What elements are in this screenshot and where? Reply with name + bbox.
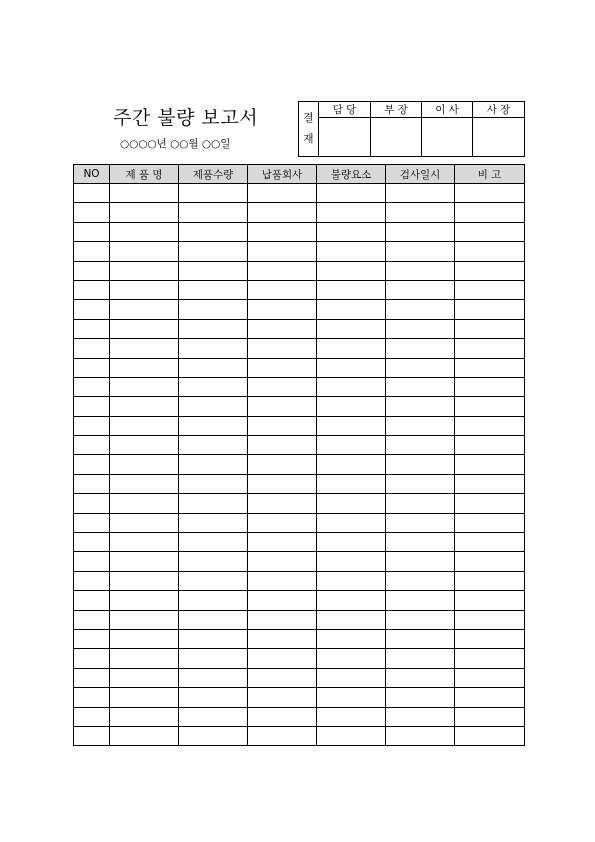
cell-remarks[interactable] — [455, 688, 525, 707]
cell-product-name[interactable] — [110, 688, 179, 707]
cell-supplier[interactable] — [248, 377, 317, 396]
cell-inspection-date[interactable] — [386, 688, 455, 707]
approval-sign-president[interactable] — [473, 118, 525, 157]
cell-product-quantity[interactable] — [179, 339, 248, 358]
table-row — [74, 377, 525, 396]
cell-supplier[interactable] — [248, 280, 317, 299]
cell-product-name[interactable] — [110, 280, 179, 299]
table-row — [74, 397, 525, 416]
cell-product-quantity[interactable] — [179, 591, 248, 610]
cell-supplier[interactable] — [248, 397, 317, 416]
cell-remarks[interactable] — [455, 436, 525, 455]
table-row — [74, 629, 525, 648]
table-row — [74, 222, 525, 241]
cell-supplier[interactable] — [248, 436, 317, 455]
cell-defect-factor[interactable] — [317, 688, 386, 707]
cell-remarks[interactable] — [455, 571, 525, 590]
table-row — [74, 358, 525, 377]
cell-product-quantity[interactable] — [179, 242, 248, 261]
cell-product-quantity[interactable] — [179, 688, 248, 707]
cell-inspection-date[interactable] — [386, 222, 455, 241]
cell-no[interactable] — [74, 280, 110, 299]
cell-product-quantity[interactable] — [179, 280, 248, 299]
table-row — [74, 494, 525, 513]
cell-product-name[interactable] — [110, 358, 179, 377]
cell-defect-factor[interactable] — [317, 397, 386, 416]
approval-sign-staff[interactable] — [319, 118, 371, 157]
cell-defect-factor[interactable] — [317, 222, 386, 241]
cell-inspection-date[interactable] — [386, 629, 455, 648]
header-supplier: 납품회사 — [248, 165, 317, 184]
cell-supplier[interactable] — [248, 319, 317, 338]
table-row — [74, 533, 525, 552]
approval-label-char: 결 — [303, 112, 314, 124]
cell-supplier[interactable] — [248, 203, 317, 222]
cell-no[interactable] — [74, 455, 110, 474]
cell-remarks[interactable] — [455, 552, 525, 571]
table-row — [74, 436, 525, 455]
cell-inspection-date[interactable] — [386, 358, 455, 377]
cell-no[interactable] — [74, 319, 110, 338]
cell-product-quantity[interactable] — [179, 261, 248, 280]
cell-inspection-date[interactable] — [386, 455, 455, 474]
cell-inspection-date[interactable] — [386, 474, 455, 493]
cell-defect-factor[interactable] — [317, 533, 386, 552]
cell-product-name[interactable] — [110, 649, 179, 668]
cell-product-name[interactable] — [110, 416, 179, 435]
cell-product-quantity[interactable] — [179, 184, 248, 203]
cell-product-name[interactable] — [110, 300, 179, 319]
table-row — [74, 300, 525, 319]
cell-product-name[interactable] — [110, 222, 179, 241]
cell-product-name[interactable] — [110, 571, 179, 590]
cell-supplier[interactable] — [248, 222, 317, 241]
cell-inspection-date[interactable] — [386, 300, 455, 319]
table-row — [74, 416, 525, 435]
cell-defect-factor[interactable] — [317, 300, 386, 319]
cell-no[interactable] — [74, 358, 110, 377]
cell-supplier[interactable] — [248, 261, 317, 280]
cell-product-quantity[interactable] — [179, 494, 248, 513]
cell-supplier[interactable] — [248, 455, 317, 474]
cell-no[interactable] — [74, 591, 110, 610]
cell-supplier[interactable] — [248, 184, 317, 203]
cell-no[interactable] — [74, 629, 110, 648]
cell-product-name[interactable] — [110, 610, 179, 629]
cell-inspection-date[interactable] — [386, 319, 455, 338]
cell-defect-factor[interactable] — [317, 455, 386, 474]
cell-remarks[interactable] — [455, 377, 525, 396]
table-row — [74, 707, 525, 726]
cell-defect-factor[interactable] — [317, 416, 386, 435]
cell-product-name[interactable] — [110, 707, 179, 726]
table-row — [74, 552, 525, 571]
cell-product-quantity[interactable] — [179, 358, 248, 377]
cell-supplier[interactable] — [248, 649, 317, 668]
cell-inspection-date[interactable] — [386, 571, 455, 590]
cell-inspection-date[interactable] — [386, 339, 455, 358]
cell-remarks[interactable] — [455, 358, 525, 377]
cell-product-name[interactable] — [110, 436, 179, 455]
cell-product-name[interactable] — [110, 397, 179, 416]
defect-report-table — [73, 164, 525, 746]
cell-supplier[interactable] — [248, 300, 317, 319]
approval-label — [299, 102, 319, 157]
cell-product-name[interactable] — [110, 591, 179, 610]
cell-defect-factor[interactable] — [317, 377, 386, 396]
cell-product-quantity[interactable] — [179, 726, 248, 745]
cell-remarks[interactable] — [455, 649, 525, 668]
cell-product-name[interactable] — [110, 261, 179, 280]
cell-supplier[interactable] — [248, 474, 317, 493]
cell-supplier[interactable] — [248, 591, 317, 610]
table-row — [74, 339, 525, 358]
cell-product-name[interactable] — [110, 668, 179, 687]
cell-supplier[interactable] — [248, 552, 317, 571]
cell-no[interactable] — [74, 494, 110, 513]
cell-no[interactable] — [74, 377, 110, 396]
table-row — [74, 688, 525, 707]
cell-product-name[interactable] — [110, 339, 179, 358]
cell-remarks[interactable] — [455, 533, 525, 552]
cell-supplier[interactable] — [248, 726, 317, 745]
cell-no[interactable] — [74, 707, 110, 726]
cell-no[interactable] — [74, 300, 110, 319]
cell-product-quantity[interactable] — [179, 455, 248, 474]
cell-product-quantity[interactable] — [179, 474, 248, 493]
cell-inspection-date[interactable] — [386, 707, 455, 726]
approval-role-director: 이 사 — [422, 102, 473, 118]
approval-role-staff: 담 당 — [319, 102, 371, 118]
cell-defect-factor[interactable] — [317, 649, 386, 668]
cell-inspection-date[interactable] — [386, 184, 455, 203]
cell-inspection-date[interactable] — [386, 591, 455, 610]
cell-defect-factor[interactable] — [317, 339, 386, 358]
header-inspection-date: 검사일시 — [386, 165, 455, 184]
cell-inspection-date[interactable] — [386, 280, 455, 299]
cell-defect-factor[interactable] — [317, 261, 386, 280]
cell-supplier[interactable] — [248, 610, 317, 629]
cell-no[interactable] — [74, 222, 110, 241]
cell-product-quantity[interactable] — [179, 707, 248, 726]
cell-remarks[interactable] — [455, 242, 525, 261]
cell-supplier[interactable] — [248, 242, 317, 261]
table-row — [74, 649, 525, 668]
cell-product-name[interactable] — [110, 552, 179, 571]
cell-product-quantity[interactable] — [179, 513, 248, 532]
cell-defect-factor[interactable] — [317, 513, 386, 532]
cell-no[interactable] — [74, 668, 110, 687]
cell-product-name[interactable] — [110, 726, 179, 745]
cell-product-name[interactable] — [110, 533, 179, 552]
cell-product-quantity[interactable] — [179, 533, 248, 552]
cell-inspection-date[interactable] — [386, 416, 455, 435]
cell-product-quantity[interactable] — [179, 416, 248, 435]
cell-inspection-date[interactable] — [386, 649, 455, 668]
cell-remarks[interactable] — [455, 455, 525, 474]
cell-no[interactable] — [74, 203, 110, 222]
cell-defect-factor[interactable] — [317, 571, 386, 590]
cell-no[interactable] — [74, 184, 110, 203]
cell-inspection-date[interactable] — [386, 242, 455, 261]
cell-remarks[interactable] — [455, 300, 525, 319]
cell-remarks[interactable] — [455, 474, 525, 493]
cell-defect-factor[interactable] — [317, 203, 386, 222]
cell-inspection-date[interactable] — [386, 494, 455, 513]
cell-supplier[interactable] — [248, 513, 317, 532]
cell-product-quantity[interactable] — [179, 397, 248, 416]
header-product-name: 제 품 명 — [110, 165, 179, 184]
cell-remarks[interactable] — [455, 222, 525, 241]
cell-product-quantity[interactable] — [179, 571, 248, 590]
table-row — [74, 280, 525, 299]
cell-no[interactable] — [74, 261, 110, 280]
header-remarks: 비 고 — [455, 165, 525, 184]
cell-no[interactable] — [74, 649, 110, 668]
cell-no[interactable] — [74, 242, 110, 261]
cell-no[interactable] — [74, 610, 110, 629]
cell-product-name[interactable] — [110, 629, 179, 648]
cell-product-name[interactable] — [110, 319, 179, 338]
table-row — [74, 726, 525, 745]
table-row — [74, 474, 525, 493]
cell-product-quantity[interactable] — [179, 552, 248, 571]
cell-supplier[interactable] — [248, 688, 317, 707]
cell-no[interactable] — [74, 416, 110, 435]
cell-supplier[interactable] — [248, 668, 317, 687]
table-row — [74, 455, 525, 474]
cell-product-name[interactable] — [110, 242, 179, 261]
report-title: 주간 불량 보고서 — [113, 107, 259, 129]
cell-product-quantity[interactable] — [179, 300, 248, 319]
cell-defect-factor[interactable] — [317, 474, 386, 493]
approval-label-char: 재 — [303, 133, 314, 145]
cell-no[interactable] — [74, 339, 110, 358]
cell-defect-factor[interactable] — [317, 668, 386, 687]
cell-remarks[interactable] — [455, 397, 525, 416]
cell-remarks[interactable] — [455, 416, 525, 435]
header-defect-factor: 불량요소 — [317, 165, 386, 184]
cell-inspection-date[interactable] — [386, 533, 455, 552]
cell-no[interactable] — [74, 474, 110, 493]
approval-sign-director[interactable] — [422, 118, 473, 157]
cell-defect-factor[interactable] — [317, 591, 386, 610]
cell-product-name[interactable] — [110, 184, 179, 203]
table-header-row — [74, 165, 525, 184]
cell-product-name[interactable] — [110, 203, 179, 222]
cell-supplier[interactable] — [248, 707, 317, 726]
cell-defect-factor[interactable] — [317, 494, 386, 513]
cell-supplier[interactable] — [248, 494, 317, 513]
cell-product-quantity[interactable] — [179, 319, 248, 338]
cell-product-name[interactable] — [110, 494, 179, 513]
cell-defect-factor[interactable] — [317, 726, 386, 745]
cell-remarks[interactable] — [455, 591, 525, 610]
header-product-quantity: 제품수량 — [179, 165, 248, 184]
cell-inspection-date[interactable] — [386, 377, 455, 396]
table-row — [74, 513, 525, 532]
approval-role-manager: 부 장 — [371, 102, 422, 118]
cell-supplier[interactable] — [248, 358, 317, 377]
table-row — [74, 571, 525, 590]
cell-supplier[interactable] — [248, 416, 317, 435]
header-no: NO — [74, 165, 110, 184]
report-date: ○○○○년 ○○월 ○○일 — [120, 138, 231, 150]
cell-supplier[interactable] — [248, 533, 317, 552]
cell-no[interactable] — [74, 726, 110, 745]
cell-no[interactable] — [74, 688, 110, 707]
cell-product-quantity[interactable] — [179, 610, 248, 629]
cell-defect-factor[interactable] — [317, 610, 386, 629]
cell-inspection-date[interactable] — [386, 436, 455, 455]
cell-supplier[interactable] — [248, 571, 317, 590]
cell-remarks[interactable] — [455, 184, 525, 203]
cell-remarks[interactable] — [455, 629, 525, 648]
cell-product-quantity[interactable] — [179, 649, 248, 668]
cell-defect-factor[interactable] — [317, 629, 386, 648]
cell-defect-factor[interactable] — [317, 242, 386, 261]
cell-defect-factor[interactable] — [317, 358, 386, 377]
table-row — [74, 242, 525, 261]
cell-defect-factor[interactable] — [317, 436, 386, 455]
cell-remarks[interactable] — [455, 203, 525, 222]
cell-remarks[interactable] — [455, 339, 525, 358]
cell-defect-factor[interactable] — [317, 552, 386, 571]
cell-product-quantity[interactable] — [179, 377, 248, 396]
cell-supplier[interactable] — [248, 629, 317, 648]
cell-product-name[interactable] — [110, 455, 179, 474]
approval-sign-manager[interactable] — [371, 118, 422, 157]
cell-remarks[interactable] — [455, 261, 525, 280]
cell-inspection-date[interactable] — [386, 261, 455, 280]
approval-box — [298, 101, 525, 157]
cell-defect-factor[interactable] — [317, 184, 386, 203]
cell-remarks[interactable] — [455, 319, 525, 338]
cell-defect-factor[interactable] — [317, 319, 386, 338]
cell-no[interactable] — [74, 571, 110, 590]
cell-inspection-date[interactable] — [386, 726, 455, 745]
cell-inspection-date[interactable] — [386, 610, 455, 629]
cell-no[interactable] — [74, 533, 110, 552]
cell-no[interactable] — [74, 436, 110, 455]
cell-no[interactable] — [74, 513, 110, 532]
table-row — [74, 184, 525, 203]
cell-remarks[interactable] — [455, 726, 525, 745]
cell-product-quantity[interactable] — [179, 668, 248, 687]
table-row — [74, 203, 525, 222]
cell-remarks[interactable] — [455, 610, 525, 629]
cell-defect-factor[interactable] — [317, 707, 386, 726]
cell-no[interactable] — [74, 552, 110, 571]
cell-product-quantity[interactable] — [179, 436, 248, 455]
cell-product-quantity[interactable] — [179, 629, 248, 648]
cell-no[interactable] — [74, 397, 110, 416]
cell-remarks[interactable] — [455, 513, 525, 532]
cell-remarks[interactable] — [455, 494, 525, 513]
cell-product-name[interactable] — [110, 474, 179, 493]
cell-remarks[interactable] — [455, 280, 525, 299]
cell-remarks[interactable] — [455, 707, 525, 726]
approval-role-president: 사 장 — [473, 102, 525, 118]
table-row — [74, 610, 525, 629]
table-row — [74, 591, 525, 610]
cell-inspection-date[interactable] — [386, 668, 455, 687]
table-row — [74, 668, 525, 687]
cell-remarks[interactable] — [455, 668, 525, 687]
table-row — [74, 261, 525, 280]
cell-product-name[interactable] — [110, 377, 179, 396]
cell-inspection-date[interactable] — [386, 203, 455, 222]
cell-product-name[interactable] — [110, 513, 179, 532]
cell-supplier[interactable] — [248, 339, 317, 358]
cell-defect-factor[interactable] — [317, 280, 386, 299]
cell-product-quantity[interactable] — [179, 203, 248, 222]
cell-inspection-date[interactable] — [386, 552, 455, 571]
cell-product-quantity[interactable] — [179, 222, 248, 241]
cell-inspection-date[interactable] — [386, 513, 455, 532]
cell-inspection-date[interactable] — [386, 397, 455, 416]
table-row — [74, 319, 525, 338]
